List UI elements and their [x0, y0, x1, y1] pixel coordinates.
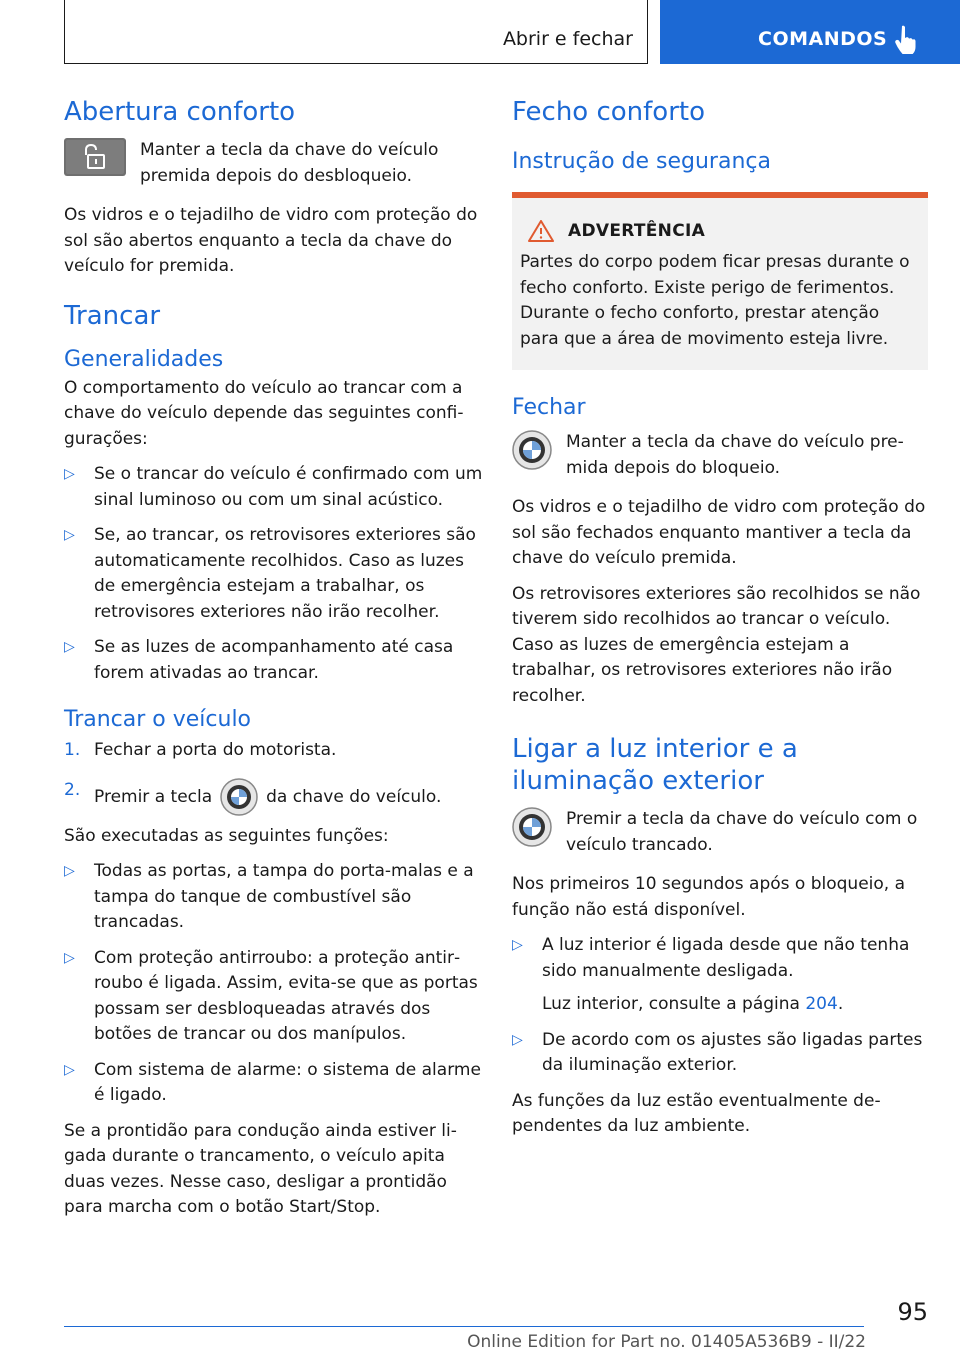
page-ref-text: Luz interior, consulte a página — [542, 994, 800, 1014]
step-number: 2. — [64, 779, 81, 800]
close-title: Fechar — [512, 395, 586, 420]
list-item-text: A luz interior é ligada desde que não tenha sido manualmente desligada. — [542, 935, 910, 981]
list-item: ▷ Se, ao trancar, os retrovisores exteriores são automaticamente recolhidos. Caso as luzes de emergência estejam a trabalhar, os retrovisores exteriores não irão recolher. — [64, 523, 484, 625]
left-column — [64, 96, 484, 1231]
close-icon-text: Manter a tecla da chave do veículo premida depois do bloqueio. — [566, 432, 904, 478]
header-section-title: Abrir e fechar — [502, 28, 633, 50]
list-item: ▷ Se o trancar do veículo é confirmado com um sinal luminoso ou com um sinal acústico. — [64, 462, 484, 513]
lock-settings-list — [64, 462, 484, 686]
page-reference — [542, 992, 928, 1018]
bmw-key-button-icon — [220, 778, 258, 816]
page-number: 95 — [897, 1298, 928, 1326]
bmw-key-button-icon — [512, 807, 552, 847]
warning-box — [512, 192, 928, 370]
list-item: ▷ Se as luzes de acompanhamento até casa forem ativadas ao trancar. — [64, 635, 484, 686]
warning-label: ADVERTÊNCIA — [568, 221, 706, 241]
step-text: Fechar a porta do motorista. — [94, 740, 337, 760]
close-instruction — [512, 430, 928, 481]
header-chapter-title: COMANDOS — [758, 28, 888, 50]
comfort-open-icon-text: Manter a tecla da chave do veículo premida depois do desbloqueio. — [140, 140, 439, 186]
lock-vehicle-title: Trancar o veículo — [64, 707, 252, 732]
step-item — [64, 738, 484, 764]
general-title: Generalidades — [64, 346, 224, 372]
lock-title: Trancar — [64, 300, 161, 331]
close-para-1: Os vidros e o tejadilho de vidro com proteção do sol são fechados enquanto mantiver a tecla da chave do veículo premida. — [512, 497, 926, 568]
general-text: O comportamento do veículo ao trancar com a chave do veículo depende das seguintes configurações: — [64, 377, 464, 449]
functions-intro: São executadas as seguintes funções: — [64, 825, 389, 846]
list-item: ▷ Com sistema de alarme: o sistema de alarme é ligado. — [64, 1058, 484, 1109]
step-item — [64, 778, 484, 816]
step-text-pre: Premir a tecla — [94, 786, 213, 807]
list-item: ▷ Todas as portas, a tampa do porta-malas e a tampa do tanque de combustível são trancadas. — [64, 859, 484, 936]
pointing-hand-icon — [894, 24, 918, 54]
lights-closing-para: As funções da luz estão eventualmente dependentes da luz ambiente. — [512, 1090, 881, 1136]
lights-title: Ligar a luz interior e a iluminação exterior — [512, 734, 798, 796]
unlock-key-icon — [64, 138, 126, 176]
lock-functions-list — [64, 859, 484, 1109]
list-item: ▷ De acordo com os ajustes são ligadas partes da iluminação exterior. — [512, 1028, 928, 1079]
lock-steps — [64, 738, 484, 816]
warning-text: Partes do corpo podem ficar presas durante o fecho conforto. Existe perigo de ferimentos. Durante o fecho conforto, prestar atenção para que a área de movimento esteja livre. — [520, 252, 910, 349]
page-ref-end: . — [837, 994, 844, 1014]
lights-icon-text: Premir a tecla da chave do veículo com o veículo trancado. — [566, 809, 918, 855]
comfort-open-title: Abertura conforto — [64, 97, 296, 127]
warning-header — [520, 220, 920, 242]
comfort-open-instruction — [64, 138, 484, 189]
header-chapter-box — [660, 0, 960, 64]
header-section-box — [64, 0, 648, 64]
step-number: 1. — [64, 740, 81, 760]
step-text-post: da chave do veículo. — [266, 786, 442, 807]
close-para-2: Os retrovisores exteriores são recolhidos se não tiverem sido recolhidos ao trancar o veículo. Caso as luzes de emergência estejam a trabalhar, os retrovisores exteriores não irão recolher. — [512, 583, 921, 706]
lock-closing-para: Se a prontidão para condução ainda estiver ligada durante o trancamento, o veículo apita duas vezes. Nesse caso, desligar a prontidão para marcha com o botão Start/Stop. — [64, 1120, 457, 1217]
lights-para: Nos primeiros 10 segundos após o bloqueio, a função não está disponível. — [512, 874, 906, 920]
footer-divider — [64, 1326, 864, 1327]
lights-list — [512, 933, 928, 1079]
page-link[interactable]: 204 — [805, 994, 838, 1014]
comfort-open-para: Os vidros e o tejadilho de vidro com proteção do sol são abertos enquanto a tecla da chave do veículo for premida. — [64, 205, 478, 276]
lights-instruction — [512, 807, 928, 858]
list-item: ▷ Com proteção antirroubo: a proteção antirroubo é ligada. Assim, evita-se que as portas possam ser desbloqueadas através dos botões de trancar ou dos manípulos. — [64, 946, 484, 1048]
list-item — [512, 933, 928, 1018]
right-column — [512, 96, 928, 1150]
safety-title: Instrução de segurança — [512, 149, 771, 174]
bmw-key-button-icon — [512, 430, 552, 470]
comfort-close-title: Fecho conforto — [512, 97, 706, 127]
footer-edition: Online Edition for Part no. 01405A536B9 - II/22 — [467, 1332, 866, 1352]
warning-triangle-icon — [528, 220, 554, 242]
